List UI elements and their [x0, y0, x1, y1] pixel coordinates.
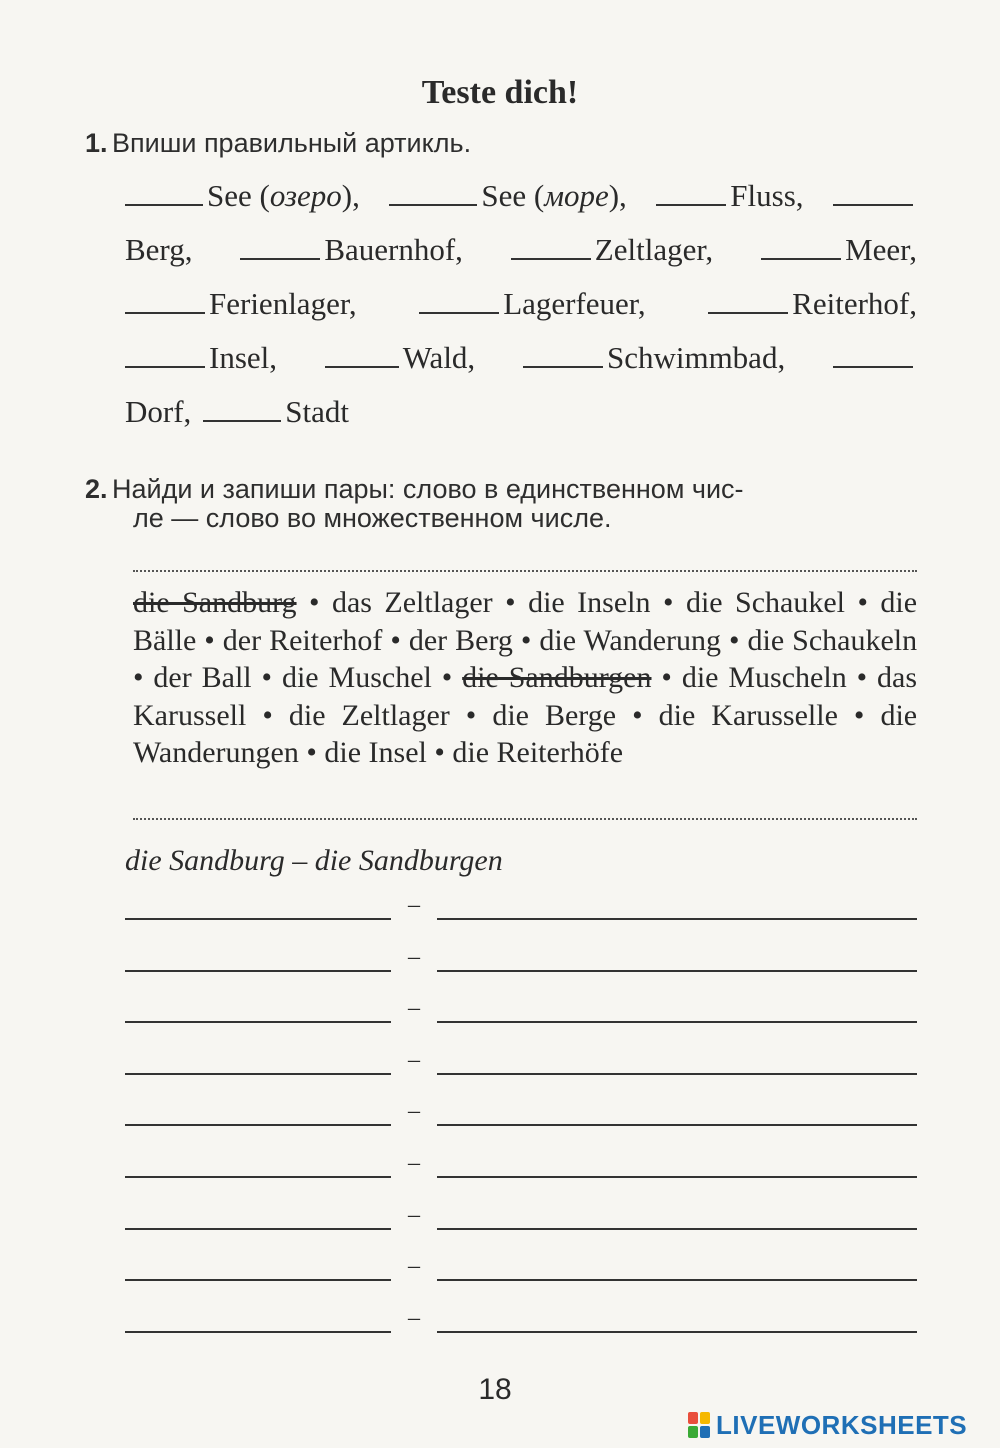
- word-option: die Muschel: [281, 661, 432, 694]
- answer-pair-row: [125, 1253, 917, 1281]
- word-box-bottom-border: [133, 818, 917, 820]
- word-option: die Reiterhöfe: [452, 736, 624, 769]
- task1-row: [125, 340, 917, 376]
- answer-pair-row: [125, 892, 917, 920]
- noun-text: ),: [341, 178, 360, 213]
- noun-text: ),: [608, 178, 627, 213]
- word-separator: •: [520, 623, 532, 657]
- plural-answer-line[interactable]: [437, 970, 917, 972]
- singular-answer-line[interactable]: [125, 1021, 391, 1023]
- pair-dash: –: [408, 995, 420, 1022]
- article-blank[interactable]: [523, 366, 603, 368]
- task1-row: [125, 394, 917, 430]
- plural-answer-line[interactable]: [437, 1073, 917, 1075]
- word-separator: •: [434, 736, 445, 769]
- word-option: die Karusselle: [658, 698, 838, 732]
- logo-tile: [700, 1412, 710, 1424]
- task1-heading: [85, 128, 471, 159]
- noun-text: Fluss,: [730, 178, 804, 213]
- task1-item: [761, 232, 917, 268]
- noun-text: Wald,: [402, 340, 476, 375]
- translation-hint: озеро: [269, 178, 342, 213]
- pair-dash: –: [408, 892, 420, 918]
- noun-text: Dorf,: [125, 394, 192, 429]
- singular-answer-line[interactable]: [125, 1279, 391, 1281]
- noun-text: See (: [207, 178, 270, 213]
- noun-text: Reiterhof,: [792, 286, 917, 321]
- task1-number: 1.: [85, 128, 108, 158]
- word-separator: •: [306, 736, 317, 769]
- word-box: [133, 584, 917, 772]
- task1-item: [419, 286, 645, 322]
- answer-pair-row: [125, 1150, 917, 1178]
- article-blank[interactable]: [125, 312, 205, 314]
- singular-answer-line[interactable]: [125, 1073, 391, 1075]
- article-blank[interactable]: [325, 366, 399, 368]
- singular-answer-line[interactable]: [125, 1228, 391, 1230]
- word-separator: •: [856, 661, 868, 694]
- article-blank[interactable]: [511, 258, 591, 260]
- task2-heading: [85, 474, 744, 534]
- singular-answer-line[interactable]: [125, 970, 391, 972]
- task1-row: [125, 178, 917, 214]
- answer-pair-row: [125, 1304, 917, 1333]
- word-option: die Inseln: [528, 586, 651, 619]
- answer-pair-row: [125, 995, 917, 1023]
- word-option: die Wanderungen: [133, 698, 918, 769]
- noun-text: Bauernhof,: [324, 232, 463, 267]
- word-separator: •: [662, 586, 674, 619]
- word-separator: •: [729, 623, 740, 657]
- example-pair: die Sandburg – die Sandburgen: [125, 844, 503, 877]
- logo-tile: [688, 1426, 698, 1438]
- article-blank[interactable]: [708, 312, 788, 314]
- task2-instruction-line1: Найди и запиши пары: слово в единственном чис-: [111, 474, 744, 504]
- pair-dash: –: [408, 1150, 420, 1176]
- task1-item: [656, 178, 803, 214]
- article-blank[interactable]: [389, 204, 477, 206]
- answer-pair-row: [125, 1046, 917, 1075]
- answer-pair-row: [125, 943, 917, 972]
- plural-answer-line[interactable]: [437, 1331, 917, 1333]
- task1-item: [240, 232, 463, 268]
- noun-text: Stadt: [285, 394, 350, 429]
- word-option: die Wanderung: [539, 623, 722, 657]
- noun-text: Meer,: [845, 232, 917, 267]
- article-blank[interactable]: [761, 258, 841, 260]
- plural-answer-line[interactable]: [437, 1228, 917, 1230]
- page-title: Teste dich!: [421, 74, 579, 111]
- noun-text: Lagerfeuer,: [503, 286, 646, 321]
- logo-tile: [688, 1412, 698, 1424]
- word-box-top-border: [133, 570, 917, 572]
- task1-item: [125, 232, 192, 268]
- task1-item: [203, 394, 349, 430]
- noun-text: Berg,: [125, 232, 193, 267]
- word-separator: •: [632, 698, 643, 732]
- article-blank[interactable]: [240, 258, 320, 260]
- word-separator: •: [853, 698, 865, 732]
- article-blank[interactable]: [125, 366, 205, 368]
- word-separator: •: [309, 586, 320, 619]
- plural-answer-line[interactable]: [437, 1176, 917, 1178]
- word-option: die Sandburgen: [462, 661, 652, 694]
- task1-item: [833, 178, 917, 214]
- word-option: die Schaukeln: [747, 623, 918, 657]
- plural-answer-line[interactable]: [437, 918, 917, 920]
- word-option: der Berg: [408, 623, 513, 657]
- word-option: die Zeltlager: [288, 698, 450, 732]
- noun-text: Zeltlager,: [594, 232, 714, 267]
- singular-answer-line[interactable]: [125, 918, 391, 920]
- translation-hint: море: [544, 178, 609, 213]
- word-option: das Zeltlager: [331, 586, 493, 619]
- word-separator: •: [441, 661, 453, 694]
- singular-answer-line[interactable]: [125, 1124, 391, 1126]
- word-option: die Schaukel: [685, 586, 845, 619]
- task1-instruction: Впиши правильный артикль.: [111, 128, 472, 158]
- noun-text: Ferienlager,: [209, 286, 357, 321]
- logo-tile: [700, 1426, 710, 1438]
- word-option: die Insel: [324, 736, 427, 769]
- word-option: das Karussell: [133, 661, 918, 732]
- word-separator: •: [262, 698, 273, 732]
- task1-row: [125, 232, 917, 268]
- pair-dash: –: [408, 1304, 420, 1331]
- noun-text: Schwimmbad,: [606, 340, 786, 375]
- task1-row: [125, 286, 917, 322]
- task1-item: [511, 232, 713, 268]
- word-separator: •: [661, 661, 672, 694]
- word-option: die Sandburg: [133, 586, 297, 619]
- task1-item: [125, 394, 191, 430]
- article-blank[interactable]: [203, 420, 281, 422]
- word-option: die Muscheln: [681, 661, 847, 694]
- word-separator: •: [261, 661, 273, 694]
- word-separator: •: [133, 661, 144, 694]
- brand-watermark: [688, 1410, 967, 1440]
- word-option: die Berge: [492, 698, 617, 732]
- article-blank[interactable]: [833, 366, 913, 368]
- task2-instruction-line2: ле — слово во множественном числе.: [133, 503, 612, 533]
- task2-number: 2.: [85, 474, 108, 504]
- pair-dash: –: [408, 1046, 420, 1073]
- task1-item: [389, 178, 626, 214]
- task1-item: [523, 340, 785, 376]
- task1-item: [325, 340, 475, 376]
- brand-logo-icon: [688, 1412, 710, 1438]
- noun-text: See (: [481, 178, 545, 213]
- word-option: die Bälle: [133, 586, 918, 657]
- word-option: der Ball: [153, 661, 252, 694]
- task1-item: [833, 340, 917, 376]
- task1-item: [125, 286, 357, 322]
- plural-answer-line[interactable]: [437, 1021, 917, 1023]
- plural-answer-line[interactable]: [437, 1279, 917, 1281]
- article-blank[interactable]: [419, 312, 499, 314]
- word-separator: •: [857, 586, 868, 619]
- pair-dash: –: [408, 1201, 420, 1228]
- answer-pair-row: [125, 1201, 917, 1230]
- word-separator: •: [465, 698, 477, 732]
- noun-text: Insel,: [209, 340, 278, 375]
- article-blank[interactable]: [125, 204, 203, 206]
- task1-item: [708, 286, 917, 322]
- pair-dash: –: [408, 1253, 420, 1280]
- word-separator: •: [505, 586, 516, 619]
- word-separator: •: [390, 623, 401, 657]
- article-blank[interactable]: [833, 204, 913, 206]
- plural-answer-line[interactable]: [437, 1124, 917, 1126]
- answer-pair-row: [125, 1098, 917, 1126]
- pair-dash: –: [408, 943, 420, 970]
- singular-answer-line[interactable]: [125, 1176, 391, 1178]
- pair-dash: –: [408, 1098, 420, 1125]
- task1-item: [125, 178, 360, 214]
- singular-answer-line[interactable]: [125, 1331, 391, 1333]
- word-separator: •: [204, 623, 215, 657]
- task1-item: [125, 340, 277, 376]
- word-option: der Reiterhof: [222, 623, 383, 657]
- brand-text: LIVEWORKSHEETS: [716, 1409, 968, 1440]
- article-blank[interactable]: [656, 204, 726, 206]
- page-number: 18: [478, 1373, 512, 1406]
